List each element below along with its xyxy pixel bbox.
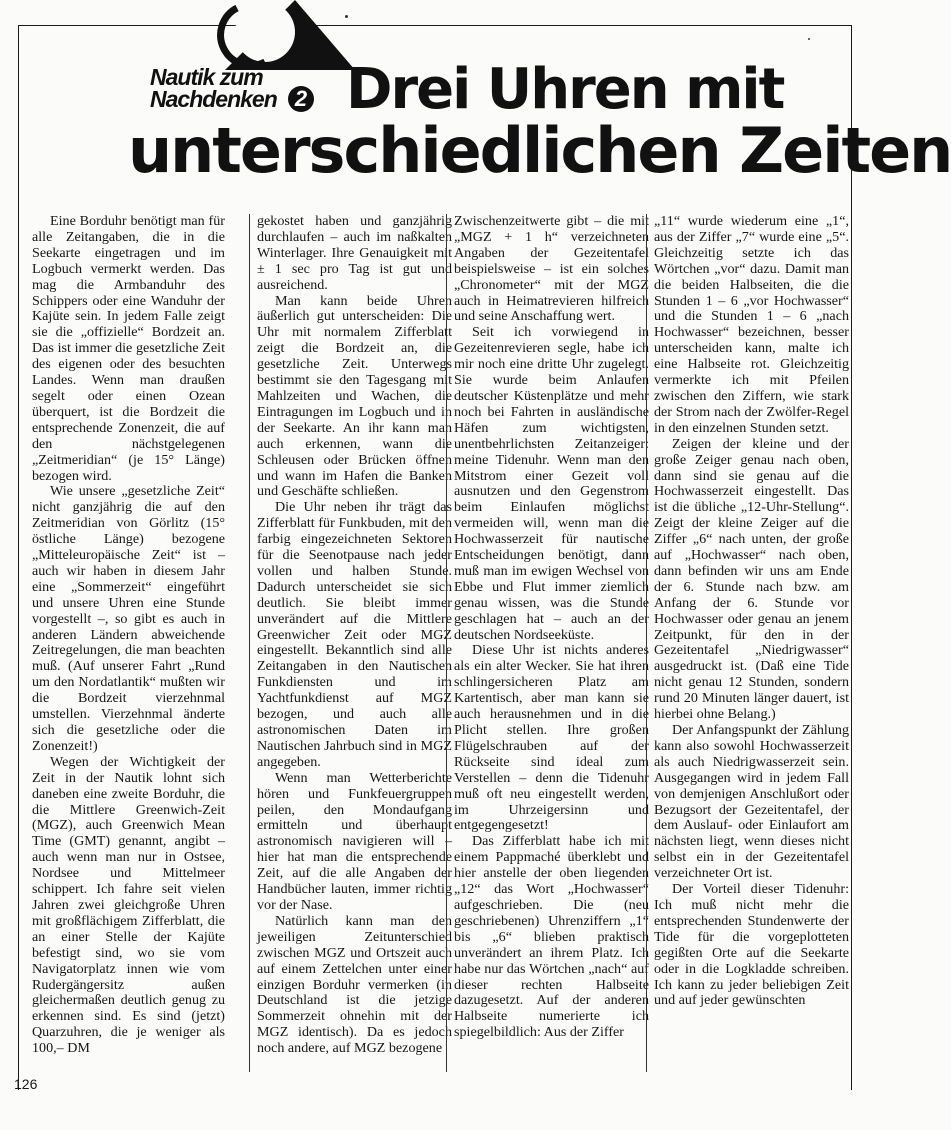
paragraph: Der Vorteil dieser Tidenuhr: Ich muß nicht mehr die entsprechenden Stundenwerte der Tide für die vorgeplotteten gegißten Orte auf die Seekarte oder in die Logkladde schreiben. Ich kann zu jeder beliebigen Zeit und auf jeder gewünschten bbox=[654, 881, 849, 1009]
text-column-4 bbox=[646, 214, 851, 1072]
paragraph: Die Uhr neben ihr trägt das Zifferblatt für Funkbuden, mit den farbig eingezeichneten Sektoren für die Seenotpause nach jeder vollen und halben Stunde. Dadurch unterscheidet sie sich deutlich. Sie bleibt immer unverändert auf die Mittlere Greenwicher Zeit oder MGZ eingestellt. Bekanntlich sind alle Zeitangaben in den Nautischen Funkdiensten und im Yachtfunkdienst auf MGZ bezogen, und auch alle astronomischen Daten im Nautischen Jahrbuch sind in MGZ angegeben. bbox=[257, 499, 452, 770]
paragraph: Wenn man Wetterberichte hören und Funkfeuergruppen peilen, den Mondaufgang ermitteln und überhaupt astronomisch navigieren will – hier hat man die entsprechende Zeit, auf die alle Angaben der Handbücher lauten, immer richtig vor der Nase. bbox=[257, 769, 452, 913]
paragraph: Zwischenzeitwerte gibt – die mit „MGZ + 1 h“ verzeichneten Angaben der Gezeitentafel beispielsweise – ist ein solches „Chronometer“ mit der MGZ auch in Heimatrevieren hilfreich und seine Anschaffung wert. bbox=[454, 213, 649, 325]
series-label-line2: Nachdenken bbox=[150, 86, 277, 112]
paragraph: Natürlich kann man den jeweiligen Zeitunterschied zwischen MGZ und Ortszeit auch auf einem Zettelchen unter einer einzigen Borduhr vermerken (in Deutschland ist die jetzige Sommerzeit ohnehin mit der MGZ identisch). Da es jedoch noch andere, auf MGZ bezogene bbox=[257, 912, 452, 1057]
paragraph: Seit ich vorwiegend in Gezeitenrevieren segle, habe ich mir noch eine dritte Uhr zugelegt. Sie wurde beim Anlaufen deutscher Küstenplätze und mehr noch bei Fahrten in ausländische Häfen zum wichtigsten, unentbehrlichsten Zeitanzeiger: meine Tidenuhr. Wenn man den Mitstrom einer Gezeit voll ausnutzen und den Gegenstrom beim Einlaufen möglichst vermeiden will, wenn man die Hochwasserzeit für nautische Entscheidungen benötigt, dann muß man im ewigen Wechsel von Ebbe und Flut immer ziemlich genau wissen, was die Stunde geschlagen hat – auch an der deutschen Nordseeküste. bbox=[454, 324, 649, 643]
paragraph: Eine Borduhr benötigt man für alle Zeitangaben, die in die Seekarte eingetragen und im Logbuch vermerkt werden. Das mag die Armbanduhr des Schippers oder eine Wanduhr der Kajüte sein. In jedem Falle zeigt sie die „offizielle“ Bordzeit an. Das ist immer die gesetzliche Zeit des eigenen oder des besuchten Landes. Wenn man draußen segelt oder einen Ozean überquert, ist die Bordzeit die entsprechende Zonenzeit, die auf den nächstgelegenen „Zeitmeridian“ (je 15° Länge) bezogen wird. bbox=[32, 213, 225, 484]
paragraph: Man kann beide Uhren äußerlich gut unterscheiden: Die Uhr mit normalem Zifferblatt zeigt die Bordzeit an, die gesetzliche Zeit. Unterwegs bestimmt sie den Tagesgang mit Mahlzeiten und Wachen, die Eintragungen im Logbuch und in der Seekarte. An ihr kann man auch erkennen, wann die Schleusen oder Brücken öffnen und wann im Hafen die Banken und Geschäfte schließen. bbox=[257, 292, 452, 500]
series-label bbox=[150, 66, 277, 110]
paragraph: gekostet haben und ganzjährig durchlaufen – auch im naßkalten Winterlager. Ihre Genauigkeit mit ± 1 sec pro Tag ist gut und ausreichend. bbox=[257, 213, 452, 293]
print-speck bbox=[345, 15, 348, 18]
paragraph: Das Zifferblatt habe ich mit einem Pappmaché überklebt und hier anstelle der oben liegenden „12“ das Wort „Hochwasser“ aufgeschrieben. Die (neu geschriebenen) Uhrenziffern „1“ bis „6“ blieben praktisch unverändert an ihrem Platz. Ich habe nur das Wörtchen „nach“ auf dieser rechten Halbseite dazugesetzt. Auf der anderen Halbseite numerierte ich spiegelbildlich: Aus der Ziffer bbox=[454, 833, 649, 1041]
print-speck bbox=[808, 38, 810, 40]
paragraph: Diese Uhr ist nichts anderes als ein alter Wecker. Sie hat ihren schlingersicheren Platz am Kartentisch, aber man kann sie auch herausnehmen und in die Plicht stellen. Ihre großen Flügelschrauben auf der Rückseite sind ideal zum Verstellen – denn die Tidenuhr muß oft neu eingestellt werden, im Uhrzeigersinn und entgegengesetzt! bbox=[454, 642, 649, 834]
series-label-line1: Nautik zum bbox=[150, 64, 263, 90]
page-number: 126 bbox=[14, 1076, 38, 1092]
headline-line1: Drei Uhren mit bbox=[346, 57, 784, 122]
paragraph: „11“ wurde wiederum eine „1“, aus der Ziffer „7“ wurde eine „5“. Gleichzeitig setzte ich das Wörtchen „vor“ dazu. Damit man die beiden Halbseiten, die die Stunden 1 – 6 „vor Hochwasser“ und die Stunden 1 – 6 „nach Hochwasser“ bezeichnen, besser unterscheiden kann, malte ich eine Halbseite rot. Gleichzeitig vermerkte ich mit Pfeilen zwischen den Ziffern, wie stark der Strom nach der Zwölfer-Regel in den einzelnen Stunden setzt. bbox=[654, 213, 849, 436]
paragraph: Wegen der Wichtigkeit der Zeit in der Nautik lohnt sich daneben eine zweite Borduhr, die die Mittlere Greenwich-Zeit (MGZ), auch Greenwich Mean Time (GMT) genannt, angibt – auch wenn man nur in Ostsee, Nordsee und Mittelmeer schippert. Ich fahre seit vielen Jahren zwei gleichgroße Uhren mit großflächigem Zifferblatt, die an einer Stelle der Kajüte befestigt sind, wo sie vom Navigatorplatz innen wie vom Rudergängersitz außen gleichermaßen deutlich genug zu erkennen sind. Es sind (jetzt) Quarzuhren, die je weniger als 100,– DM bbox=[32, 753, 225, 1057]
series-number-badge: 2 bbox=[288, 86, 314, 112]
headline-line2: unterschiedlichen Zeiten bbox=[128, 114, 951, 187]
text-column-2 bbox=[249, 214, 454, 1072]
article-body bbox=[24, 214, 852, 1072]
text-column-3 bbox=[446, 214, 651, 1072]
paragraph: Wie unsere „gesetzliche Zeit“ nicht ganzjährig die auf den Zeitmeridian von Görlitz (15° östliche Länge) bezogene „Mitteleuropäische Zeit“ ist – auch wir haben in diesem Jahr eine „Sommerzeit“ eingeführt und unsere Uhren eine Stunde vorgestellt –, so gibt es auch in anderen Ländern abweichende Zeitregelungen, die man beachten muß. (Auf unserer Fahrt „Rund um den Nordatlantik“ mußten wir die Bordzeit vierzehnmal umstellen. Vierzehnmal änderte sich die gesetzliche oder die Zonenzeit!) bbox=[32, 483, 225, 754]
text-column-1 bbox=[30, 214, 227, 1072]
paragraph: Der Anfangspunkt der Zählung kann also sowohl Hochwasserzeit als auch Niedrigwasserzeit sein. Ausgegangen wird in jedem Fall von demjenigen Anschlußort oder Bezugsort der Gezeitentafel, der dem Auslauf- oder Einlaufort am nächsten liegt, wenn dieses nicht selbst ein in der Gezeitentafel verzeichneter Ort ist. bbox=[654, 722, 849, 882]
paragraph: Zeigen der kleine und der große Zeiger genau nach oben, dann sind sie genau auf die Hochwasserzeit eingestellt. Das ist die übliche „12-Uhr-Stellung“. Zeigt der kleine Zeiger auf die Ziffer „6“ nach unten, der große auf „Hochwasser“ nach oben, dann befinden wir uns am Ende der 6. Stunde nach bzw. am Anfang der 6. Stunde vor Hochwasser oder genau an jenem Zeitpunkt, für den in der Gezeitentafel „Niedrigwasser“ ausgedruckt ist. (Daß eine Tide nicht genau 12 Stunden, sondern rund 20 Minuten länger dauert, ist hierbei ohne Belang.) bbox=[654, 435, 849, 723]
